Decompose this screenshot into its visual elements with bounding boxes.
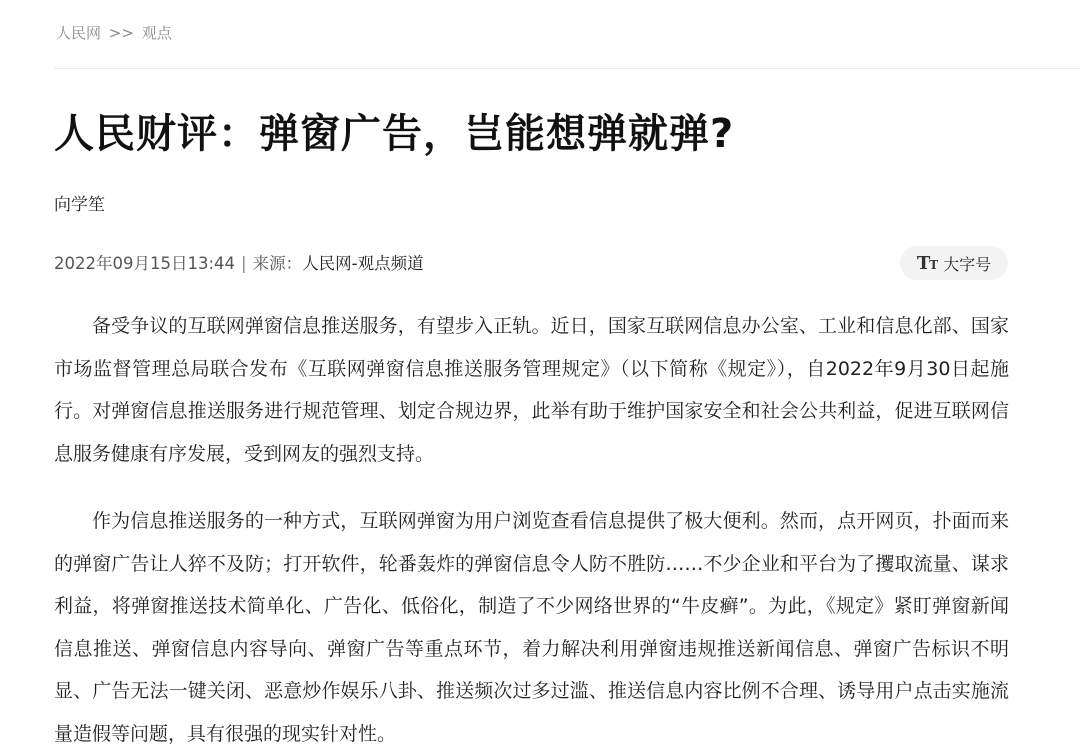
text-size-icon: TT: [916, 252, 938, 274]
meta-separator: |: [241, 254, 247, 273]
source-link[interactable]: 人民网-观点频道: [302, 254, 424, 273]
breadcrumb-separator: >>: [108, 24, 134, 42]
header-divider: [54, 68, 1080, 69]
article-paragraph-1: 备受争议的互联网弹窗信息推送服务，有望步入正轨。近日，国家互联网信息办公室、工业和信息化部、国家市场监督管理总局联合发布《互联网弹窗信息推送服务管理规定》（以下简称《规定》），自2022年9月30日起施行。对弹窗信息推送服务进行规范管理、划定合规边界，此举有助于维护国家安全和社会公共利益，促进互联网信息服务健康有序发展，受到网友的强烈支持。: [54, 315, 1009, 465]
breadcrumb-home-link[interactable]: 人民网: [56, 24, 102, 42]
article-meta: [54, 250, 424, 274]
publish-date: 2022年09月15日13:44: [54, 254, 236, 273]
large-font-label: 大字号: [943, 254, 992, 274]
source-label: 来源：: [252, 254, 303, 273]
large-font-button[interactable]: [900, 246, 1008, 280]
article-paragraph-2: 作为信息推送服务的一种方式，互联网弹窗为用户浏览查看信息提供了极大便利。然而，点开网页，扑面而来的弹窗广告让人猝不及防；打开软件，轮番轰炸的弹窗信息令人防不胜防……不少企业和平台为了攫取流量、谋求利益，将弹窗推送技术简单化、广告化、低俗化，制造了不少网络世界的“牛皮癣”。为此，《规定》紧盯弹窗新闻信息推送、弹窗信息内容导向、弹窗广告等重点环节，着力解决利用弹窗违规推送新闻信息、弹窗广告标识不明显、广告无法一键关闭、恶意炒作娱乐八卦、推送频次过多过滥、推送信息内容比例不合理、诱导用户点击实施流量造假等问题，具有很强的现实针对性。: [54, 510, 1009, 745]
article-title: 人民财评：弹窗广告，岂能想弹就弹?: [54, 111, 735, 157]
breadcrumb-section-link[interactable]: 观点: [141, 24, 172, 42]
breadcrumb: [56, 22, 172, 43]
article-author: 向学笙: [54, 195, 105, 215]
